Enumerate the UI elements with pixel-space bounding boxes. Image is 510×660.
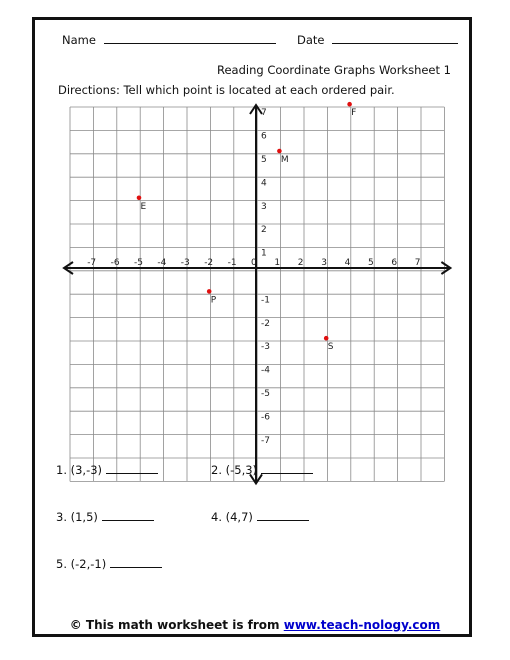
- point-e: [137, 196, 147, 212]
- point-marker: [347, 102, 352, 107]
- x-tick-label: -6: [110, 258, 120, 268]
- y-tick-label: -3: [261, 342, 270, 353]
- answer-blank-5[interactable]: [110, 557, 162, 568]
- x-tick-label: 0: [251, 258, 257, 268]
- question-3-text: 3. (1,5): [56, 510, 98, 524]
- x-tick-label: -4: [157, 258, 167, 268]
- point-f: [347, 102, 356, 118]
- question-4-text: 4. (4,7): [211, 510, 253, 524]
- x-tick-label: 7: [414, 258, 421, 268]
- name-label: Name: [62, 33, 96, 47]
- point-marker: [324, 336, 329, 341]
- x-tick-label: -3: [180, 258, 190, 268]
- question-5-text: 5. (-2,-1): [56, 557, 107, 571]
- y-tick-label: -2: [261, 318, 270, 329]
- answer-blank-1[interactable]: [106, 463, 158, 474]
- point-m: [277, 149, 289, 165]
- x-tick-label: -2: [204, 258, 214, 268]
- question-4: [211, 510, 309, 524]
- coordinate-graph: [60, 102, 450, 446]
- x-tick-label: 5: [368, 258, 374, 268]
- tick-labels: [87, 108, 420, 446]
- answer-blank-2[interactable]: [261, 463, 313, 474]
- question-1-text: 1. (3,-3): [56, 463, 103, 477]
- y-tick-label: -5: [261, 389, 270, 399]
- point-label: S: [327, 342, 334, 353]
- grid: [70, 107, 444, 481]
- name-field: [62, 33, 276, 47]
- x-tick-label: -5: [134, 258, 143, 268]
- x-tick-label: 4: [344, 258, 351, 268]
- answer-blank-3[interactable]: [102, 510, 154, 521]
- y-tick-label: -7: [261, 435, 270, 446]
- point-label: E: [140, 201, 147, 212]
- y-tick-label: -4: [261, 365, 270, 376]
- question-5: [56, 557, 162, 571]
- date-blank[interactable]: [332, 33, 458, 44]
- worksheet-title: Reading Coordinate Graphs Worksheet 1: [217, 63, 451, 77]
- footer-credit: [0, 618, 510, 632]
- name-blank[interactable]: [104, 33, 276, 44]
- directions: Directions: Tell which point is located at each ordered pair.: [58, 83, 395, 97]
- y-tick-label: 5: [261, 155, 267, 165]
- answer-blank-4[interactable]: [257, 510, 309, 521]
- x-tick-label: -7: [87, 258, 97, 268]
- footer-link[interactable]: www.teach-nology.com: [283, 618, 441, 632]
- x-tick-label: 2: [297, 258, 304, 268]
- point-p: [207, 289, 217, 305]
- footer-text: © This math worksheet is from: [69, 618, 284, 632]
- point-marker: [207, 289, 212, 294]
- y-tick-label: 2: [261, 225, 267, 236]
- x-tick-label: 1: [274, 258, 281, 268]
- date-field: [297, 33, 458, 47]
- question-2: [211, 463, 313, 477]
- point-marker: [137, 196, 142, 201]
- x-tick-label: 6: [391, 258, 398, 268]
- date-label: Date: [297, 33, 325, 47]
- point-s: [324, 336, 334, 352]
- y-tick-label: 6: [261, 131, 267, 142]
- point-label: F: [351, 108, 357, 119]
- point-label: P: [210, 295, 217, 306]
- y-tick-label: -1: [261, 295, 270, 306]
- x-tick-label: 3: [321, 258, 327, 268]
- point-marker: [277, 149, 282, 154]
- plotted-points: [137, 102, 357, 352]
- point-label: M: [280, 155, 289, 165]
- y-tick-label: -6: [261, 412, 270, 423]
- y-tick-label: 7: [261, 108, 267, 119]
- y-tick-label: 1: [261, 248, 267, 259]
- question-2-text: 2. (-5,3): [211, 463, 258, 477]
- question-3: [56, 510, 154, 524]
- y-tick-label: 4: [261, 178, 267, 189]
- x-tick-label: -1: [227, 258, 237, 268]
- y-tick-label: 3: [261, 201, 267, 212]
- question-1: [56, 463, 158, 477]
